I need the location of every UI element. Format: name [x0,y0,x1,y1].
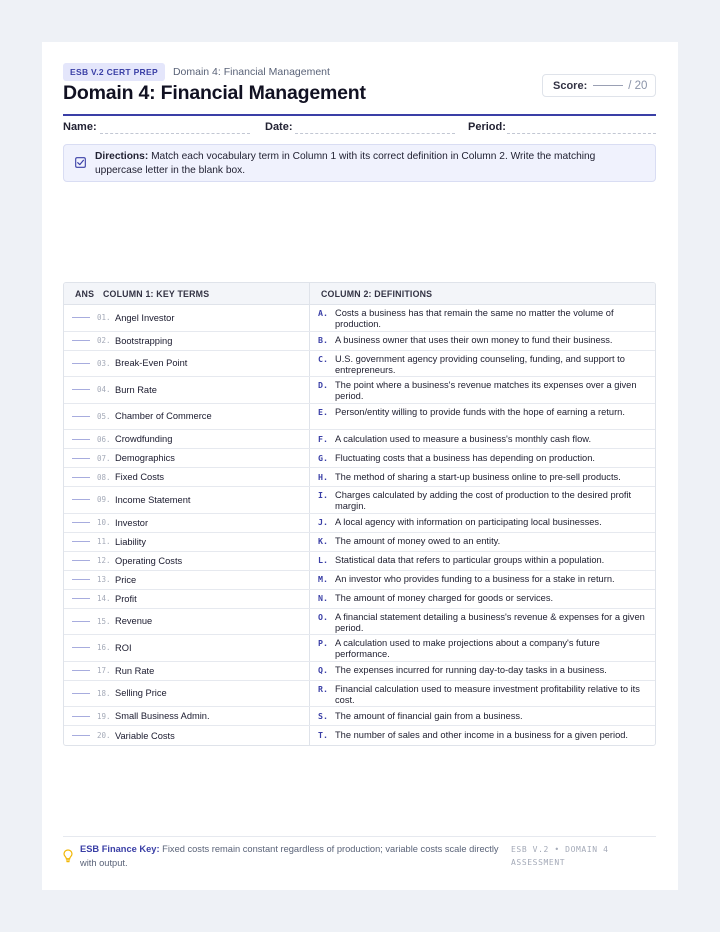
header-tag-row [63,63,330,81]
definition-cell [310,430,655,448]
definition-text: The point where a business's revenue matches its expenses over a given period. [335,380,637,401]
table-row [64,377,655,404]
table-row [64,635,655,662]
term-number: 20. [97,731,111,740]
table-header [64,283,655,305]
term-label: Selling Price [115,688,167,699]
term-label: Investor [115,517,149,528]
term-number: 05. [97,411,111,421]
footer-key-label: ESB Finance Key: [80,844,160,854]
definition-text: Statistical data that refers to particular groups within a population. [335,555,605,565]
term-number: 03. [97,358,111,368]
period-field[interactable] [507,133,656,134]
term-cell [64,533,310,551]
term-number: 08. [97,472,111,482]
term-cell [64,305,310,331]
page-title: Domain 4: Financial Management [63,82,366,104]
col-ans-header: ANS [75,289,95,299]
term-label: Fixed Costs [115,472,165,482]
term-number: 13. [97,575,111,584]
definition-letter: S. [318,710,328,721]
term-cell [64,707,310,725]
term-number: 16. [97,643,111,653]
date-field[interactable] [295,133,455,134]
term-label: Crowdfunding [115,434,173,444]
definition-text: Costs a business has that remain the same no matter the volume of production. [335,308,614,329]
term-cell [64,590,310,608]
table-row [64,726,655,745]
definition-letter: B. [318,335,328,345]
term-cell [64,404,310,430]
definition-cell [310,514,655,532]
term-number: 11. [97,537,111,546]
term-cell [64,332,310,350]
definition-text: U.S. government agency providing counseling, funding, and support to entrepreneurs. [335,353,625,375]
table-row [64,487,655,514]
term-cell [64,635,310,661]
term-cell [64,377,310,403]
answer-blank[interactable] [72,647,90,648]
definition-text: Fluctuating costs that a business has depending on production. [335,452,595,463]
table-row [64,609,655,636]
answer-blank[interactable] [72,693,90,694]
table-row [64,449,655,468]
definition-cell [310,590,655,608]
term-number: 09. [97,495,111,505]
checkbox-icon [75,157,86,168]
term-number: 19. [97,711,111,721]
term-label: Revenue [115,616,153,627]
table-row [64,707,655,726]
definition-letter: J. [318,517,328,527]
definition-text: A calculation used to make projections about a company's future performance. [335,638,600,659]
definition-text: The amount of money charged for goods or services. [335,593,554,603]
term-number: 18. [97,688,111,698]
definition-text: A business owner that uses their own money to fund their business. [335,335,613,345]
score-box [542,74,656,97]
term-label: Angel Investor [115,312,175,323]
col-terms-header: COLUMN 1: KEY TERMS [98,283,310,304]
answer-blank[interactable] [72,477,90,478]
table-row [64,351,655,378]
table-row [64,552,655,571]
term-cell [64,609,310,635]
term-label: Chamber of Commerce [115,411,212,422]
definition-cell [310,662,655,680]
answer-blank[interactable] [72,735,90,736]
definition-text: A financial statement detailing a business's revenue & expenses for a given period. [335,611,645,633]
term-label: ROI [115,642,132,653]
term-cell [64,468,310,486]
footer-key [80,842,506,870]
directions-text [95,150,645,178]
table-row [64,681,655,708]
term-number: 15. [97,616,111,626]
definition-text: Financial calculation used to measure investment profitability relative to its cost. [335,683,640,705]
definition-letter: G. [318,452,328,463]
definition-cell [310,609,655,635]
answer-blank[interactable] [72,670,90,671]
answer-blank[interactable] [72,458,90,459]
definition-letter: Q. [318,665,328,675]
term-cell [64,681,310,707]
definition-cell [310,635,655,661]
definition-cell [310,571,655,589]
period-label: Period: [468,121,506,133]
term-label: Price [115,574,137,585]
table-row [64,514,655,533]
lightbulb-icon [63,849,73,863]
definition-letter: T. [318,730,328,740]
definition-letter: P. [318,638,328,648]
score-label: Score: [553,79,588,92]
definition-text: The amount of money owed to an entity. [335,536,501,546]
worksheet-page [42,42,678,890]
footer-assessment-label: ESB V.2 • DOMAIN 4 ASSESSMENT [511,845,609,867]
term-label: Demographics [115,453,175,463]
table-row [64,430,655,449]
table-row [64,305,655,332]
term-cell [64,571,310,589]
definition-letter: A. [318,308,328,318]
definition-letter: O. [318,611,328,622]
definition-cell [310,332,655,350]
definition-cell [310,707,655,725]
footer-divider [63,836,656,837]
term-number: 07. [97,453,111,463]
term-number: 12. [97,556,111,565]
score-total: / 20 [628,79,648,92]
definition-text: An investor who provides funding to a business for a stake in return. [335,574,615,584]
table-row [64,590,655,609]
definition-letter: L. [318,555,328,565]
answer-blank[interactable] [72,716,90,717]
definition-text: A calculation used to measure a business's monthly cash flow. [335,433,592,444]
definition-cell [310,726,655,745]
term-label: Run Rate [115,665,155,676]
footer-key-text: Fixed costs remain constant regardless of production; variable costs scale directly with output. [80,844,499,868]
definition-letter: D. [318,380,328,390]
definition-letter: F. [318,433,328,444]
term-label: Operating Costs [115,555,183,566]
definition-letter: R. [318,683,328,694]
term-number: 10. [97,518,111,527]
term-cell [64,487,310,513]
term-cell [64,726,310,745]
term-label: Profit [115,593,137,604]
answer-blank[interactable] [72,363,90,364]
date-label: Date: [265,121,293,133]
term-label: Small Business Admin. [115,711,210,721]
definition-cell [310,681,655,707]
directions-label: Directions: [95,151,149,162]
definition-cell [310,468,655,486]
term-label: Income Statement [115,494,191,505]
answer-blank[interactable] [72,439,90,440]
term-number: 01. [97,313,111,323]
term-number: 04. [97,385,111,395]
definition-cell [310,377,655,403]
header-subtitle: Domain 4: Financial Management [172,66,330,78]
table-row [64,662,655,681]
answer-blank[interactable] [72,416,90,417]
answer-blank[interactable] [72,579,90,580]
answer-blank[interactable] [72,541,90,542]
term-cell [64,514,310,532]
table-row [64,332,655,351]
definition-text: The expenses incurred for running day-to-day tasks in a business. [335,665,607,675]
definition-letter: H. [318,471,328,482]
definition-cell [310,449,655,467]
definition-letter: K. [318,536,328,546]
definition-letter: N. [318,593,328,603]
table-row [64,404,655,431]
term-cell [64,662,310,680]
answer-blank[interactable] [72,317,90,318]
answer-blank[interactable] [72,598,90,599]
directions-box [63,144,656,182]
definition-cell [310,404,655,430]
term-cell [64,430,310,448]
name-field[interactable] [100,133,250,134]
definition-cell [310,533,655,551]
answer-blank[interactable] [72,522,90,523]
table-row [64,571,655,590]
table-row [64,468,655,487]
table-row [64,533,655,552]
answer-blank[interactable] [72,621,90,622]
student-fields [63,121,656,135]
directions-body: Match each vocabulary term in Column 1 with its correct definition in Column 2. Write the matching uppercase letter in the blank box. [95,151,596,176]
definition-letter: M. [318,574,328,584]
definition-letter: I. [318,490,328,500]
term-number: 02. [97,336,111,345]
definition-text: The number of sales and other income in a business for a given period. [335,730,629,740]
term-number: 17. [97,666,111,675]
term-cell [64,351,310,377]
term-label: Bootstrapping [115,335,173,346]
answer-blank[interactable] [72,340,90,341]
definition-cell [310,351,655,377]
definition-cell [310,305,655,331]
term-label: Burn Rate [115,384,157,395]
definition-letter: C. [318,353,328,364]
term-number: 06. [97,434,111,444]
term-number: 14. [97,594,111,603]
table-body [64,305,655,745]
matching-table [63,282,656,746]
term-cell [64,449,310,467]
definition-letter: E. [318,406,328,417]
term-cell [64,552,310,570]
term-label: Liability [115,536,147,547]
definition-text: Charges calculated by adding the cost of production to the desired profit margin. [335,490,632,511]
name-label: Name: [63,121,97,133]
col-defs-header: COLUMN 2: DEFINITIONS [321,289,433,299]
definition-cell [310,552,655,570]
cert-tag: ESB V.2 CERT PREP [63,63,165,81]
definition-text: The amount of financial gain from a business. [335,710,523,721]
answer-blank[interactable] [72,389,90,390]
definition-text: Person/entity willing to provide funds with the hope of earning a return. [335,406,625,417]
term-label: Break-Even Point [115,358,188,369]
definition-text: A local agency with information on participating local businesses. [335,517,602,527]
answer-blank[interactable] [72,499,90,500]
answer-blank[interactable] [72,560,90,561]
score-blank[interactable] [593,85,623,86]
definition-cell [310,487,655,513]
definition-text: The method of sharing a start-up business online to pre-sell products. [335,471,621,482]
term-label: Variable Costs [115,730,175,741]
title-divider [63,114,656,116]
